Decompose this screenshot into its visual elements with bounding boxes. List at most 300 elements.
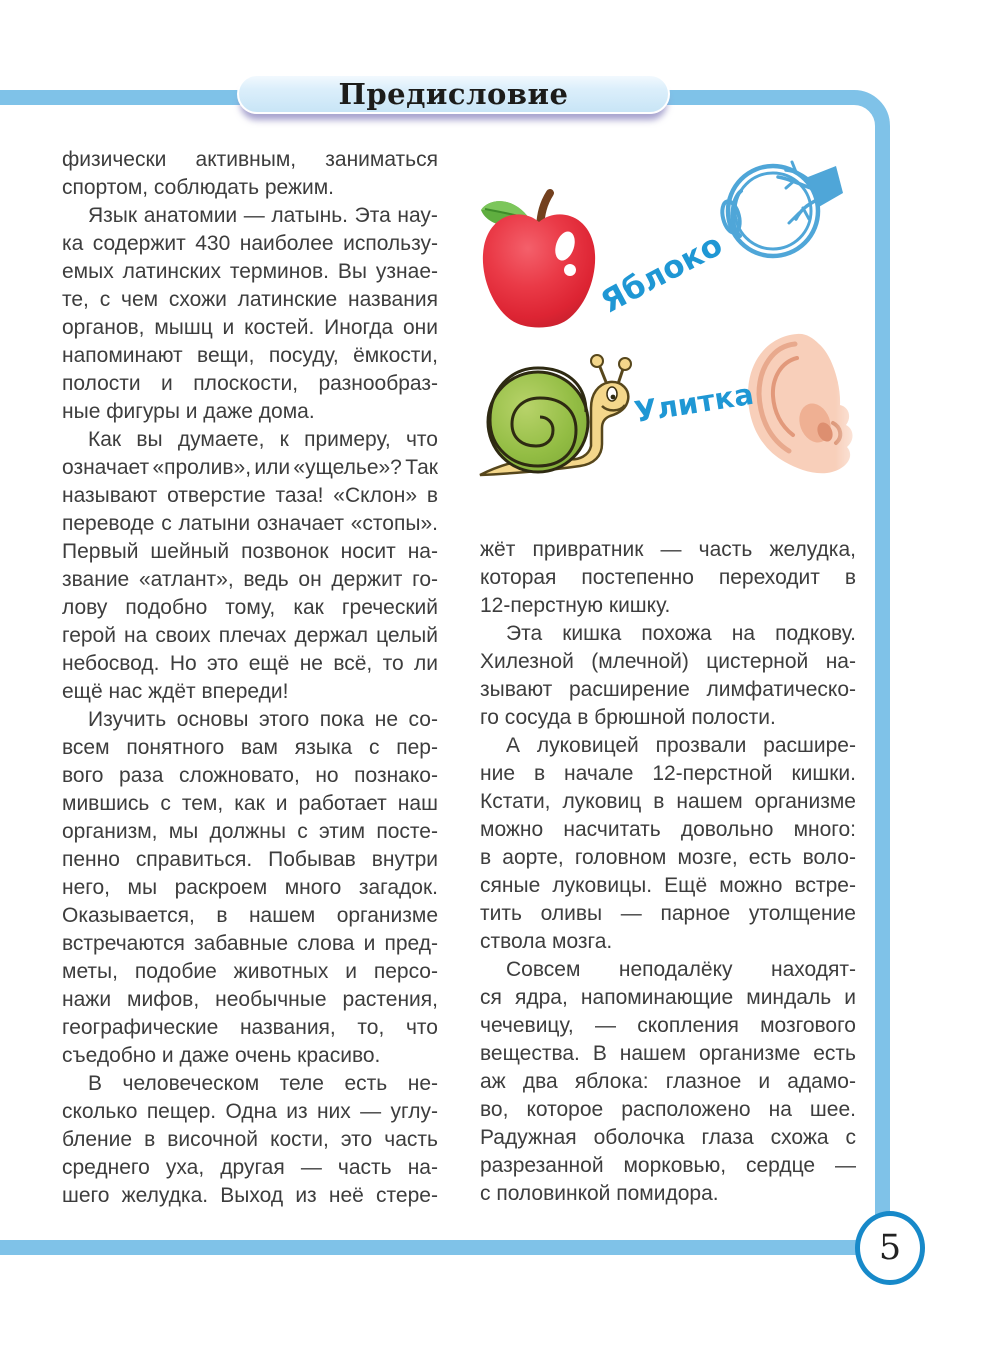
word: жёт <box>480 538 516 561</box>
word: прозвали <box>655 734 747 757</box>
word: латынь. <box>271 204 348 227</box>
word: (млечной) <box>591 650 689 673</box>
word: загадок. <box>358 876 438 899</box>
text-line <box>62 622 438 650</box>
word: углу- <box>390 1100 438 1123</box>
word: понятного <box>126 736 225 759</box>
text-line <box>62 902 438 930</box>
text-line <box>62 370 438 398</box>
word: растения, <box>342 988 438 1011</box>
word: узнае- <box>375 260 438 283</box>
word: ся <box>480 986 502 1009</box>
text-line <box>480 984 856 1012</box>
word: Иногда <box>324 316 394 339</box>
word: небосвод. <box>62 652 160 675</box>
word: в <box>144 1128 156 1151</box>
text-line <box>62 510 438 538</box>
word: познако- <box>354 764 438 787</box>
text-line: ствола мозга. <box>480 930 613 953</box>
word: уха, <box>165 1156 205 1179</box>
text-line: 12-перстную кишку. <box>480 594 671 617</box>
word: — <box>360 1100 382 1123</box>
text-line <box>62 482 438 510</box>
word: с <box>160 792 171 815</box>
word: встре- <box>794 874 856 897</box>
word: — <box>300 1156 322 1179</box>
word: разрезанной <box>480 1154 604 1177</box>
word: есть <box>748 846 792 869</box>
word: скопления <box>637 1014 739 1037</box>
text-line <box>62 706 438 734</box>
word: ведь <box>243 568 289 591</box>
word: названия, <box>239 1016 336 1039</box>
word: похожа <box>641 622 712 645</box>
text-line <box>62 1014 438 1042</box>
word: пред- <box>384 932 438 955</box>
word: и <box>844 986 856 1009</box>
text-line <box>62 958 438 986</box>
word: организме <box>336 904 438 927</box>
word: раза <box>119 764 164 787</box>
word: желудка. <box>121 1184 209 1207</box>
word: 430 <box>195 232 231 255</box>
word: анатомии <box>143 204 238 227</box>
word: языка <box>294 736 353 759</box>
word: довольно <box>680 818 774 841</box>
text-line <box>62 1070 438 1098</box>
word: географические <box>62 1016 219 1039</box>
word: вы <box>136 428 163 451</box>
word: необычные <box>215 988 327 1011</box>
word: мифов, <box>127 988 200 1011</box>
word: и <box>161 372 173 395</box>
word: много <box>284 876 342 899</box>
word: пенно <box>62 848 120 871</box>
word: привратник <box>532 538 644 561</box>
word: можно <box>480 818 544 841</box>
text-line <box>62 594 438 622</box>
word: раскроем <box>174 876 268 899</box>
word: или <box>254 456 291 479</box>
word: которая <box>480 566 557 589</box>
word: кости, <box>270 1128 329 1151</box>
word: всем <box>62 736 110 759</box>
word: своих <box>155 624 211 647</box>
header-capsule <box>237 74 670 114</box>
word: к <box>279 428 289 451</box>
word: много: <box>793 818 856 841</box>
word: Изучить <box>88 708 167 731</box>
text-line <box>62 426 438 454</box>
word: внутри <box>371 848 438 871</box>
word: должны <box>209 820 286 843</box>
word: этого <box>259 708 310 731</box>
word: чечевицу, <box>480 1014 574 1037</box>
word: но <box>315 764 339 787</box>
word: подобно <box>125 596 208 619</box>
word: работает <box>298 792 387 815</box>
word: есть <box>344 1072 388 1095</box>
word: сложновато, <box>178 764 300 787</box>
word: «ущелье»? <box>293 456 402 479</box>
text-line <box>62 818 438 846</box>
word: часть <box>337 1156 392 1179</box>
word: разнообраз- <box>318 372 438 395</box>
word: яблока: <box>574 1070 649 1093</box>
text-line <box>62 342 438 370</box>
text-line <box>62 650 438 678</box>
word: означает <box>256 512 344 535</box>
word: аж <box>480 1070 506 1093</box>
apple-label: Яблоко <box>595 226 729 321</box>
word: напоминающие <box>580 986 734 1009</box>
word: мышц <box>154 316 213 339</box>
word: не- <box>407 1072 438 1095</box>
word: которое <box>526 1098 604 1121</box>
word: в <box>216 904 228 927</box>
word: названия <box>347 288 438 311</box>
text-line <box>480 788 856 816</box>
word: нажи <box>62 988 112 1011</box>
word: насчитать <box>563 818 661 841</box>
word: наш <box>397 792 438 815</box>
word: держал <box>294 624 369 647</box>
word: этим <box>319 820 366 843</box>
word: Выход <box>220 1184 284 1207</box>
snail-label: Улитка <box>632 376 756 430</box>
text-line <box>62 930 438 958</box>
word: сердце <box>745 1154 816 1177</box>
text-line <box>62 286 438 314</box>
word: парное <box>660 902 731 925</box>
word: зывают <box>480 678 553 701</box>
word: можно <box>719 874 783 897</box>
word: это <box>340 1128 373 1151</box>
text-line <box>62 146 438 174</box>
word: терминов. <box>229 260 330 283</box>
text-line <box>62 314 438 342</box>
word: ещё <box>248 652 290 675</box>
word: не <box>374 708 398 731</box>
word: носит <box>340 540 396 563</box>
word: с <box>99 288 111 311</box>
word: среднего <box>62 1156 150 1179</box>
text-line: съедобно и даже очень красиво. <box>62 1044 381 1067</box>
word: использу- <box>343 232 438 255</box>
word: нашем <box>676 790 743 813</box>
word: шего <box>62 1184 110 1207</box>
word: — <box>620 902 642 925</box>
word: морковью, <box>623 1154 727 1177</box>
word: ядра, <box>514 986 568 1009</box>
page-title: Предисловие <box>338 77 569 111</box>
word: в <box>480 846 492 869</box>
word: теле <box>279 1072 324 1095</box>
word: содержит <box>92 232 186 255</box>
word: постепенно <box>581 566 694 589</box>
word: Ещё <box>664 874 708 897</box>
text-line <box>480 1096 856 1124</box>
word: животных <box>233 960 329 983</box>
text-line: ещё нас ждёт впереди! <box>62 680 289 703</box>
text-line <box>62 874 438 902</box>
word: шее. <box>809 1098 856 1121</box>
word: оливы <box>540 902 603 925</box>
word: активным, <box>195 148 297 171</box>
word: с <box>161 512 172 535</box>
word: на- <box>407 1156 438 1179</box>
text-line <box>480 1068 856 1096</box>
word: мившись <box>62 792 150 815</box>
word: луковицей <box>536 734 639 757</box>
word: сяные <box>480 874 541 897</box>
word: на <box>124 624 148 647</box>
word: он <box>298 568 322 591</box>
ear-icon <box>735 328 875 488</box>
page-number: 5 <box>878 1228 902 1268</box>
snail-icon <box>474 352 649 482</box>
word: Язык <box>88 204 138 227</box>
word: Оказывается, <box>62 904 195 927</box>
word: схожи <box>168 288 227 311</box>
text-line: спортом, соблюдать режим. <box>62 176 335 199</box>
word: Как <box>88 428 122 451</box>
word: «Склон» <box>333 484 418 507</box>
word: с <box>368 736 380 759</box>
word: мы <box>127 876 158 899</box>
word: из <box>295 1184 317 1207</box>
text-line <box>62 454 438 482</box>
word: Но <box>169 652 197 675</box>
word: со- <box>408 708 438 731</box>
word: органов, <box>62 316 145 339</box>
word: и <box>758 1070 771 1093</box>
word: лову <box>62 596 108 619</box>
word: часть <box>384 1128 438 1151</box>
word: миндаль <box>746 986 832 1009</box>
page-number-badge <box>855 1211 925 1285</box>
word: и <box>275 792 288 815</box>
word: «атлант», <box>138 568 234 591</box>
word: и <box>345 960 357 983</box>
word: лимфатическо- <box>706 678 856 701</box>
word: чем <box>121 288 159 311</box>
text-line <box>480 536 856 564</box>
word: желудка, <box>769 538 856 561</box>
word: височной <box>167 1128 259 1151</box>
word: шейный <box>150 540 230 563</box>
word: означает <box>62 456 150 479</box>
eye-anatomy-icon <box>716 153 844 267</box>
text-line <box>62 1154 438 1182</box>
word: держит <box>331 568 403 591</box>
text-line <box>480 760 856 788</box>
word: меты, <box>62 960 118 983</box>
word: А <box>506 734 521 757</box>
word: Первый <box>62 540 139 563</box>
word: пещер. <box>146 1100 217 1123</box>
text-line <box>480 900 856 928</box>
word: Вы <box>337 260 368 283</box>
word: таза! <box>275 484 324 507</box>
word: встречаются <box>62 932 185 955</box>
word: наиболее <box>239 232 334 255</box>
word: — <box>594 1014 616 1037</box>
word: мозге, <box>677 846 738 869</box>
word: тем, <box>181 792 224 815</box>
word: отверстие <box>167 484 266 507</box>
word: Хилезной <box>480 650 574 673</box>
word: него, <box>62 876 110 899</box>
word: с <box>297 820 308 843</box>
text-line: ные фигуры и даже дома. <box>62 400 315 423</box>
word: заниматься <box>325 148 438 171</box>
text-line <box>62 762 438 790</box>
word: в <box>653 790 665 813</box>
word: на- <box>825 650 856 673</box>
text-line <box>62 202 438 230</box>
word: Побывав <box>268 848 356 871</box>
word: кишка <box>562 622 622 645</box>
word: с <box>845 1126 856 1149</box>
left-text-column <box>62 146 438 1210</box>
word: называют <box>62 484 158 507</box>
text-line <box>480 1124 856 1152</box>
word: два <box>522 1070 558 1093</box>
word: Кстати, <box>480 790 551 813</box>
word: утолщение <box>748 902 856 925</box>
word: кишки. <box>791 762 856 785</box>
text-line <box>480 844 856 872</box>
text-line <box>62 790 438 818</box>
word: на- <box>407 540 438 563</box>
word: нашем <box>248 904 316 927</box>
word: «пролив», <box>152 456 252 479</box>
word: вещи, <box>197 344 255 367</box>
word: адамо- <box>787 1070 856 1093</box>
word: примеру, <box>304 428 391 451</box>
word: костей. <box>244 316 315 339</box>
word: неё <box>328 1184 364 1207</box>
word: глаза <box>701 1126 754 1149</box>
word: тому, <box>225 596 276 619</box>
word: стере- <box>376 1184 438 1207</box>
text-line <box>62 258 438 286</box>
word: часть <box>698 538 753 561</box>
word: организме <box>754 790 856 813</box>
word: плечах <box>218 624 287 647</box>
text-line <box>480 872 856 900</box>
word: и <box>222 316 235 339</box>
word: то, <box>357 1016 385 1039</box>
word: ёмкости, <box>353 344 438 367</box>
text-line <box>480 1040 856 1068</box>
word: целый <box>376 624 438 647</box>
word: схожа <box>770 1126 829 1149</box>
word: Так <box>405 456 438 479</box>
word: 12-перстной <box>652 762 773 785</box>
word: латинских <box>122 260 221 283</box>
word: мы <box>168 820 199 843</box>
word: сколько <box>62 1100 138 1123</box>
word: нау- <box>397 204 438 227</box>
word: плоскости, <box>193 372 299 395</box>
word: полости <box>62 372 141 395</box>
word: расположено <box>621 1098 751 1121</box>
text-line <box>62 1098 438 1126</box>
word: — <box>660 538 682 561</box>
word: В <box>88 1072 103 1095</box>
word: на <box>731 622 756 645</box>
text-line: го сосуда в брюшной полости. <box>480 706 776 729</box>
word: основы <box>176 708 249 731</box>
word: расширение <box>568 678 690 701</box>
word: что <box>405 1016 438 1039</box>
word: — <box>243 204 265 227</box>
word: Эта <box>506 622 543 645</box>
word: греческий <box>341 596 438 619</box>
word: переходит <box>718 566 820 589</box>
word: напоминают <box>62 344 183 367</box>
word: латыни <box>178 512 251 535</box>
word: подобие <box>134 960 217 983</box>
word: на <box>768 1098 792 1121</box>
text-line <box>62 846 438 874</box>
word: В <box>592 1042 607 1065</box>
word: не <box>299 652 323 675</box>
word: расшире- <box>763 734 856 757</box>
word: го- <box>412 568 438 591</box>
text-line <box>62 566 438 594</box>
word: всё, <box>333 652 373 675</box>
word: они <box>402 316 438 339</box>
text-line <box>480 956 856 984</box>
text-line <box>62 538 438 566</box>
word: подкову. <box>775 622 856 645</box>
word: оболочка <box>593 1126 685 1149</box>
word: ли <box>414 652 438 675</box>
word: находят- <box>770 958 856 981</box>
word: них <box>316 1100 351 1123</box>
word: аорте, <box>502 846 564 869</box>
text-line <box>480 648 856 676</box>
word: неподалёку <box>618 958 733 981</box>
word: в <box>426 484 438 507</box>
text-line <box>62 1182 438 1210</box>
word: емых <box>62 260 114 283</box>
text-line <box>62 1126 438 1154</box>
word: что <box>405 428 438 451</box>
word: посте- <box>376 820 438 843</box>
word: другая <box>220 1156 285 1179</box>
word: есть <box>813 1042 856 1065</box>
word: цистерной <box>706 650 809 673</box>
word: забавные <box>194 932 289 955</box>
text-line <box>480 1152 856 1180</box>
word: переводе <box>62 512 155 535</box>
word: ние <box>480 762 516 785</box>
right-text-column <box>480 536 856 1208</box>
word: это <box>207 652 239 675</box>
word: «стопы». <box>350 512 438 535</box>
word: в <box>533 762 546 785</box>
word: вам <box>240 736 278 759</box>
text-line <box>62 734 438 762</box>
word: человеческом <box>122 1072 260 1095</box>
word: вого <box>62 764 104 787</box>
word: латинские <box>237 288 338 311</box>
word: думаете, <box>177 428 265 451</box>
